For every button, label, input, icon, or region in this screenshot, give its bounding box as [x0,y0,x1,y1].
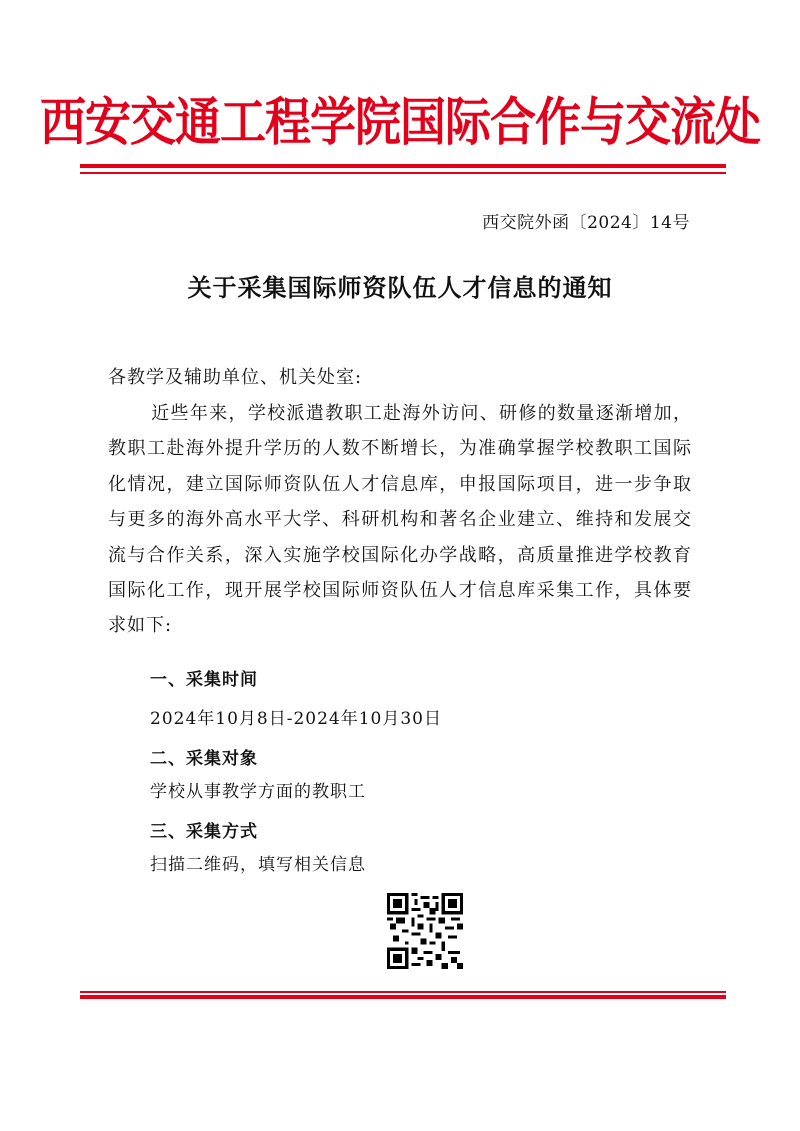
intro-paragraph: 近些年来，学校派遣教职工赴海外访问、研修的数量逐渐增加，教职工赴海外提升学历的人数不断增长，为准确掌握学校教职工国际化情况，建立国际师资队伍人才信息库，申报国际项目，进一步争取与更多的海外高水平大学、科研机构和著名企业建立、维持和发展交流与合作关系，深入实施学校国际化办学战略，高质量推进学校教育国际化工作，现开展学校国际师资队伍人才信息库采集工作，具体要求如下: [108,403,692,637]
section-content-method: 扫描二维码，填写相关信息 [150,855,366,875]
org-masthead: 西安交通工程学院国际合作与交流处 [40,92,760,153]
footer-rule-thick [80,995,726,999]
footer-rule-thin [80,991,726,993]
header-rule-thick [80,164,726,168]
section-content-target: 学校从事教学方面的教职工 [150,782,366,802]
qr-code-icon[interactable] [387,893,463,969]
salutation: 各教学及辅助单位、机关处室: [108,367,363,388]
section-heading-method: 三、采集方式 [150,822,258,842]
section-heading-target: 二、采集对象 [150,749,258,769]
document-number: 西交院外函〔2024〕14号 [482,213,690,233]
section-content-time: 2024年10月8日-2024年10月30日 [150,709,442,729]
section-heading-time: 一、采集时间 [150,670,258,690]
notice-title: 关于采集国际师资队伍人才信息的通知 [187,273,613,302]
header-rule-thin [80,172,726,174]
